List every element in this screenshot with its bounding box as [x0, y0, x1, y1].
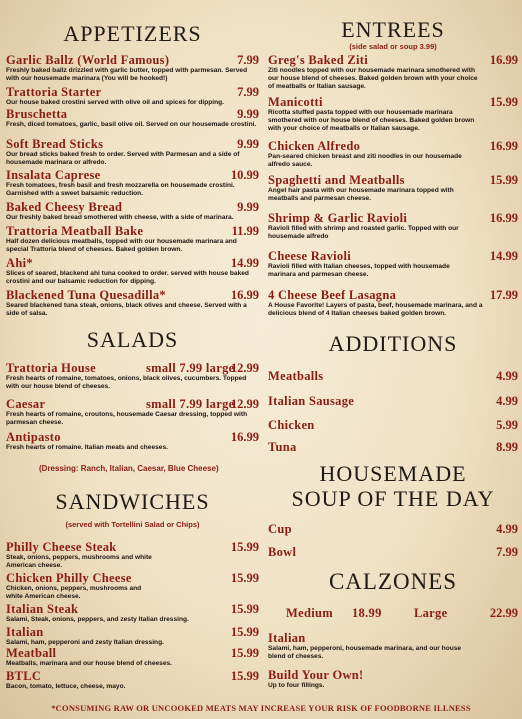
item-description: Our freshly baked bread smothered with cheese, with a side of marinara.: [6, 214, 234, 221]
item-price: 15.99: [489, 95, 518, 109]
dressing-note: (Dressing: Ranch, Italian, Caesar, Blue Cheese): [39, 464, 219, 473]
item-description: Pan-seared chicken breast and ziti noodles in our housemade alfredo sauce.: [268, 153, 462, 168]
item-description: Our bread sticks baked fresh to order. Served with Parmesan and a side of housemade marinara or alfredo.: [6, 151, 240, 166]
item-price: 15.99: [230, 540, 259, 554]
calzones-title: CALZONES: [328, 569, 458, 594]
item-sizes: small 7.99 large: [146, 397, 235, 411]
item-name: Bowl: [268, 545, 297, 559]
item-name: Spaghetti and Meatballs: [268, 173, 405, 187]
item-description: Half dozen delicious meatballs, topped with our housemade marinara and special Trattoria blend of cheeses. Baked golden brown.: [6, 238, 237, 253]
item-description: Slices of seared, blackend ahi tuna cooked to order. served with house baked crostini and our balsamic reduction for dipping.: [6, 270, 249, 285]
item-description: Fresh hearts of romaine, tomatoes, onions, black olives, cucumbers. Topped with our house blend of cheeses.: [6, 375, 247, 390]
large-label: Large: [414, 606, 448, 620]
item-name: Soft Bread Sticks: [6, 137, 104, 151]
item-price: 9.99: [237, 137, 259, 151]
item-price: 17.99: [489, 288, 518, 302]
item-name: Italian Steak: [6, 602, 79, 616]
item-name: Build Your Own!: [268, 668, 364, 682]
item-name: Cup: [268, 522, 292, 536]
item-price: 15.99: [230, 646, 259, 660]
medium-label: Medium: [286, 606, 333, 620]
item-description: Freshly baked ballz drizzled with garlic butter, topped with parmesan. Served with our housemade marinara (You will be hooked!): [6, 67, 248, 82]
item-name: Chicken Philly Cheese: [6, 571, 132, 585]
item-price: 15.99: [489, 173, 518, 187]
item-price: 12.99: [230, 361, 259, 375]
item-name: Chicken Alfredo: [268, 139, 361, 153]
item-name: Chicken: [268, 418, 315, 432]
item-description: Seared blackened tuna steak, onions, black olives and cheese. Served with a side of salsa.: [6, 302, 247, 317]
entrees-title: ENTREES: [341, 17, 445, 42]
item-price: 15.99: [230, 602, 259, 616]
item-description: Chicken, onions, peppers, mushrooms and white American cheese.: [6, 585, 142, 600]
item-name: Meatballs: [268, 369, 324, 383]
sandwiches-subtitle: (served with Tortellini Salad or Chips): [65, 520, 200, 529]
item-description: Fresh tomatoes, fresh basil and fresh mozzarella on housemade crostini. Garnished with a sweet balsamic reduction.: [6, 182, 235, 197]
item-description: Our house baked crostini served with olive oil and spices for dipping.: [6, 99, 225, 106]
item-name: Caesar: [6, 397, 46, 411]
item-description: Salami, ham, pepperoni and zesty Italian dressing.: [6, 639, 164, 646]
item-price: 4.99: [496, 522, 518, 536]
appetizers-title: APPETIZERS: [63, 21, 202, 46]
item-sizes: small 7.99 large: [146, 361, 235, 375]
item-name: Italian: [6, 625, 44, 639]
additions-title: ADDITIONS: [328, 331, 458, 356]
item-name: Garlic Ballz (World Famous): [6, 53, 170, 67]
item-price: 16.99: [230, 288, 259, 302]
item-price: 15.99: [230, 625, 259, 639]
entrees-subtitle: (side salad or soup 3.99): [349, 42, 437, 51]
item-name: Shrimp & Garlic Ravioli: [268, 211, 408, 225]
item-description: Ravioli filled with Italian cheeses, topped with housemade marinara and parmesan cheese.: [268, 263, 450, 278]
item-description: Angel hair pasta with our housemade marinara topped with meatballs and parmesan cheese.: [268, 187, 454, 202]
item-name: BTLC: [6, 669, 42, 683]
item-description: Meatballs, marinara and our house blend of cheeses.: [6, 660, 172, 667]
item-name: Italian Sausage: [268, 394, 355, 408]
item-price: 11.99: [231, 224, 259, 238]
item-name: Antipasto: [6, 430, 61, 444]
item-name: Trattoria House: [6, 361, 97, 375]
item-price: 7.99: [237, 53, 259, 67]
item-name: Baked Cheesy Bread: [6, 200, 123, 214]
item-price: 5.99: [496, 418, 518, 432]
item-name: Trattoria Starter: [6, 85, 102, 99]
item-description: Fresh, diced tomatoes, garlic, basil olive oil. Served on our housemade crostini.: [6, 121, 257, 128]
item-name: Italian: [268, 631, 306, 645]
item-description: Ricotta stuffed pasta topped with our housemade marinara smothered with our house blend of cheeses. Baked golden brown with your choice of meatballs or Italian sausage.: [268, 109, 475, 132]
item-description: Salami, ham, pepperoni, housemade marinara, and our house blend of cheeses.: [268, 645, 462, 660]
item-price: 15.99: [230, 669, 259, 683]
item-description: Ziti noodles topped with our housemade marinara smothered with our house blend of cheeses. Baked golden brown with your choice of meatballs or Italian sausage.: [268, 67, 478, 90]
item-name: Tuna: [268, 440, 297, 454]
item-name: Bruschetta: [6, 107, 68, 121]
item-description: A House Favorite! Layers of pasta, beef, housemade marinara, and a delicious blend of 4 Italian cheeses baked golden brown.: [268, 302, 483, 317]
item-name: Manicotti: [268, 95, 323, 109]
item-price: 10.99: [230, 168, 259, 182]
raw-meat-warning: *CONSUMING RAW OR UNCOOKED MEATS MAY INCREASE YOUR RISK OF FOODBORNE ILLNESS: [51, 703, 471, 713]
item-name: Philly Cheese Steak: [6, 540, 117, 554]
item-price: 9.99: [237, 107, 259, 121]
item-price: 15.99: [230, 571, 259, 585]
item-price: 16.99: [230, 430, 259, 444]
item-name: Cheese Ravioli: [268, 249, 352, 263]
item-name: Greg's Baked Ziti: [268, 53, 369, 67]
item-description: Up to four fillings.: [268, 682, 325, 689]
item-description: Ravioli filled with shrimp and roasted garlic. Topped with our housemade alfredo: [268, 225, 459, 240]
sandwiches-title: SANDWICHES: [55, 489, 210, 514]
soup-title-line1: HOUSEMADE: [319, 461, 467, 486]
item-name: Trattoria Meatball Bake: [6, 224, 144, 238]
item-description: Fresh hearts of romaine. Italian meats and cheeses.: [6, 444, 168, 451]
item-name: Insalata Caprese: [6, 168, 101, 182]
item-name: Blackened Tuna Quesadilla*: [6, 288, 166, 302]
item-price: 12.99: [230, 397, 259, 411]
item-price: 4.99: [496, 369, 518, 383]
item-price: 16.99: [489, 211, 518, 225]
item-description: Steak, onions, peppers, mushrooms and white American cheese.: [6, 554, 152, 569]
item-price: 7.99: [237, 85, 259, 99]
item-description: Salami, Steak, onions, peppers, and zesty Italian dressing.: [6, 616, 189, 623]
item-price: 16.99: [489, 139, 518, 153]
large-price: 22.99: [489, 606, 518, 620]
item-description: Fresh hearts of romaine, croutons, housemade Caesar dressing, topped with parmesan cheese.: [6, 411, 248, 426]
medium-price: 18.99: [352, 606, 382, 620]
item-name: Meatball: [6, 646, 57, 660]
item-name: Ahi*: [6, 256, 33, 270]
item-price: 9.99: [237, 200, 259, 214]
salads-title: SALADS: [86, 327, 179, 352]
item-price: 14.99: [230, 256, 259, 270]
item-price: 7.99: [496, 545, 518, 559]
soup-title-line2: SOUP OF THE DAY: [291, 486, 495, 511]
item-price: 16.99: [489, 53, 518, 67]
item-price: 4.99: [496, 394, 518, 408]
item-name: 4 Cheese Beef Lasagna: [268, 288, 397, 302]
item-price: 14.99: [489, 249, 518, 263]
item-price: 8.99: [496, 440, 518, 454]
item-description: Bacon, tomato, lettuce, cheese, mayo.: [6, 683, 126, 690]
